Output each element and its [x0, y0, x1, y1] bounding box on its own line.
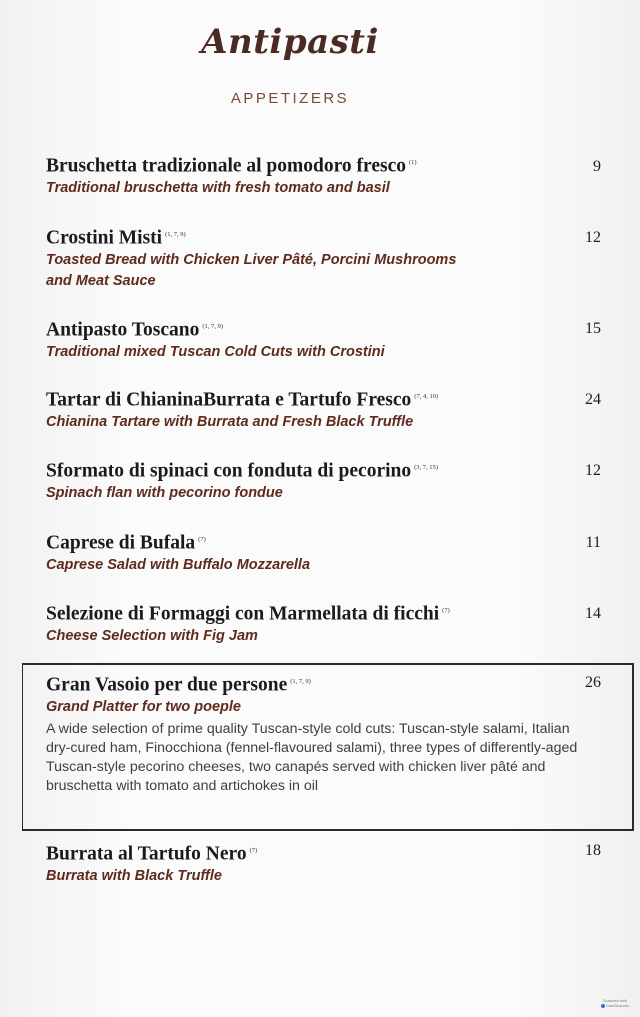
allergen-codes: (7)	[249, 847, 258, 854]
item-price: 18	[585, 842, 601, 859]
item-name: Crostini Misti $^{(1, 7, 9)}$	[46, 227, 186, 249]
menu-item-selezione-formaggi	[46, 600, 601, 647]
item-name: Burrata al Tartufo Nero $^{(7)}$	[46, 843, 258, 865]
item-price: 24	[585, 391, 601, 408]
item-price: 15	[585, 320, 601, 337]
item-name: Caprese di Bufala $^{(7)}$	[46, 532, 206, 554]
allergen-codes: (1, 7, 9)	[290, 678, 311, 685]
item-price: 12	[585, 462, 601, 479]
item-description: Spinach flan with pecorino fondue	[46, 484, 283, 501]
allergen-codes: (1)	[409, 159, 417, 166]
menu-item-bruschetta	[46, 152, 601, 199]
item-price: 12	[585, 229, 601, 246]
allergen-codes: (7, 4, 10)	[414, 393, 439, 400]
watermark-line-1: Scanned with	[602, 998, 627, 1003]
watermark-line-2: CamScanner	[605, 1003, 630, 1008]
menu-item-antipasto-toscano	[46, 316, 601, 363]
item-description: Traditional mixed Tuscan Cold Cuts with Crostini	[46, 343, 385, 360]
allergen-codes: (3, 7, 15)	[414, 464, 438, 471]
item-description: Burrata with Black Truffle	[46, 867, 222, 884]
item-description: Grand Platter for two poeple	[46, 698, 241, 715]
item-name: Tartar di ChianinaBurrata e Tartufo Fresco $^{(7, 4, 10)}$	[46, 389, 439, 411]
menu-item-burrata-tartufo	[46, 840, 601, 887]
item-description: Caprese Salad with Buffalo Mozzarella	[46, 556, 311, 573]
section-title: Antipasti	[201, 22, 379, 62]
item-name: Bruschetta tradizionale al pomodoro fresco $^{(1)}$	[46, 155, 417, 177]
allergen-codes: (1, 7, 9)	[165, 231, 186, 238]
allergen-codes: (7)	[442, 607, 450, 614]
item-description: Chianina Tartare with Burrata and Fresh Black Truffle	[46, 413, 414, 430]
item-name: Gran Vasoio per due persone $^{(1, 7, 9)}$	[46, 674, 311, 696]
item-description: Toasted Bread with Chicken Liver Pâté, Porcini Mushrooms and Meat Sauce	[46, 251, 457, 289]
section-subtitle: APPETIZERS	[230, 90, 350, 107]
menu-item-sformato-spinaci	[46, 457, 601, 504]
item-name: Selezione di Formaggi con Marmellata di ficchi $^{(7)}$	[46, 603, 450, 625]
allergen-codes: (1, 7, 9)	[202, 323, 223, 330]
camscanner-logo-icon	[601, 1004, 605, 1008]
item-description: Traditional bruschetta with fresh tomato and basil	[46, 179, 390, 196]
item-description: Cheese Selection with Fig Jam	[46, 627, 258, 644]
menu-item-tartar-chianina	[46, 386, 601, 433]
item-price: 14	[585, 605, 601, 622]
menu-item-caprese-bufala	[46, 529, 601, 576]
item-price: 26	[585, 674, 601, 691]
item-name: Sformato di spinaci con fonduta di pecorino $^{(3, 7, 15)}$	[46, 460, 438, 482]
scanner-watermark	[598, 998, 632, 1012]
item-price: 9	[593, 158, 601, 175]
menu-item-gran-vasoio	[46, 671, 601, 796]
item-price: 11	[585, 534, 601, 551]
item-name: Antipasto Toscano $^{(1, 7, 9)}$	[46, 319, 223, 341]
allergen-codes: (7)	[198, 536, 206, 543]
item-long-description: A wide selection of prime quality Tuscan-style cold cuts: Tuscan-style salami, Italian dry-cured ham, Finocchiona (fennel-flavoured salami), three types of differently-aged Tuscan-style pecorino cheeses, two canapés served with chicken liver pâté and bruschetta with tomato and artichokes in oil	[46, 720, 578, 794]
menu-item-crostini-misti	[46, 224, 601, 292]
